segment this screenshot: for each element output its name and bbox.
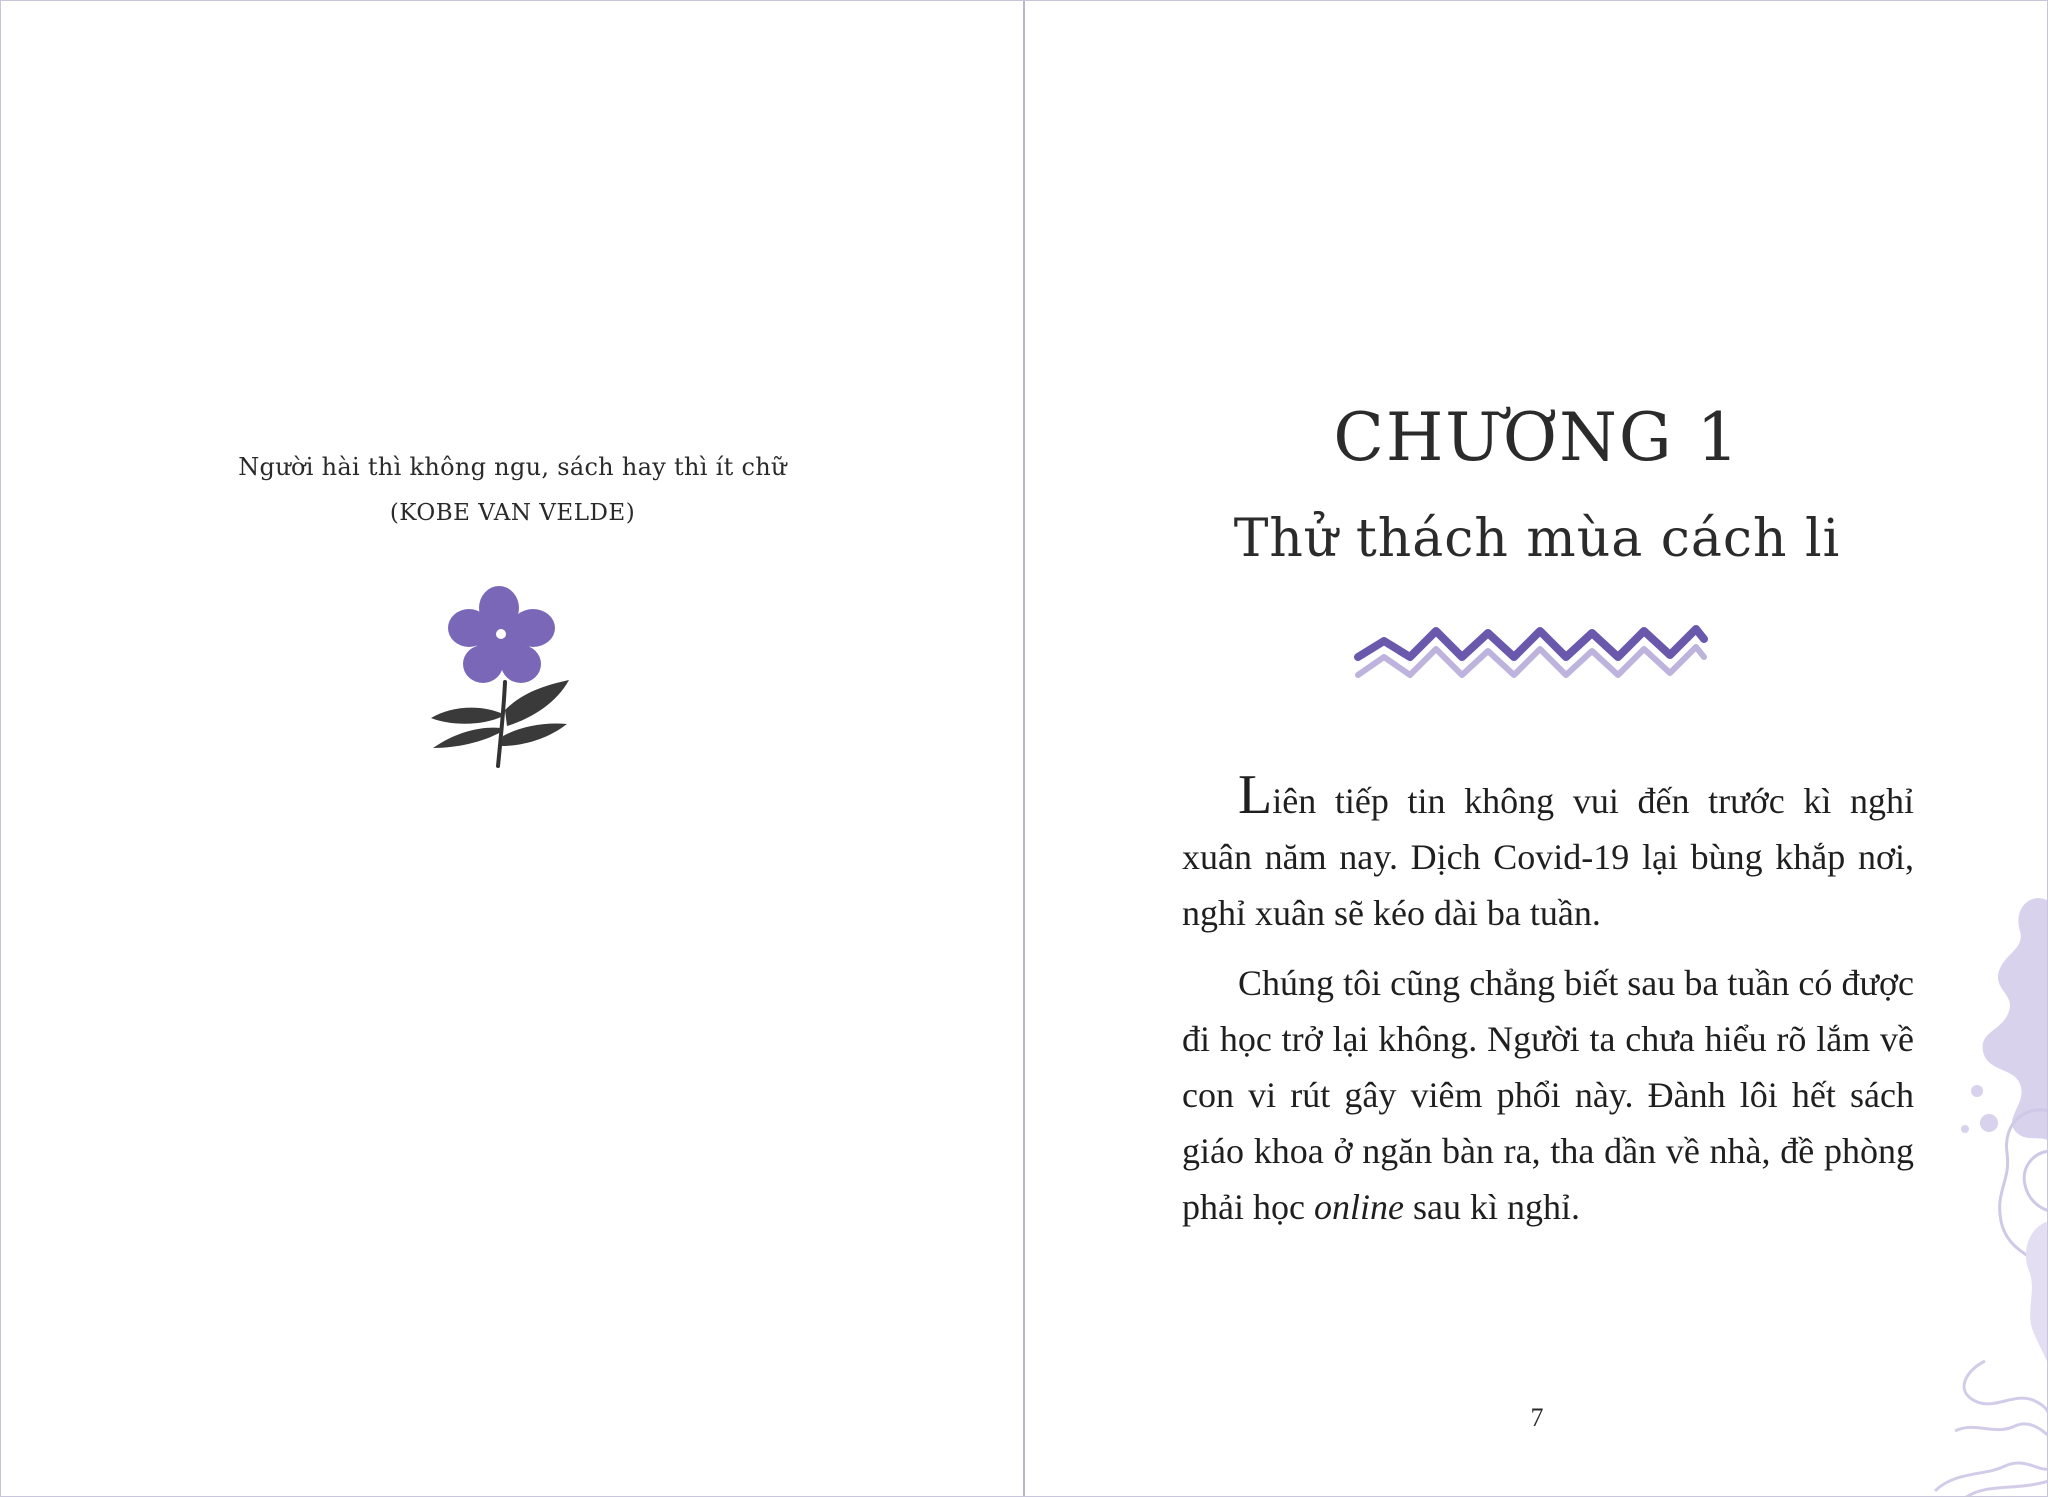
paragraph-2 bbox=[1182, 955, 1914, 1235]
chapter-title: Thử thách mùa cách li bbox=[1233, 509, 1841, 569]
chapter-label: CHƯƠNG 1 bbox=[1333, 399, 1741, 476]
drop-cap: L bbox=[1238, 764, 1273, 826]
paragraph-2-emphasis: online bbox=[1313, 1187, 1404, 1227]
purple-flower-illustration-icon bbox=[421, 586, 581, 771]
chapter-body-text bbox=[1182, 764, 1914, 1249]
paragraph-1 bbox=[1182, 764, 1914, 941]
epigraph-quote: Người hài thì không ngu, sách hay thì ít chữ bbox=[238, 453, 787, 481]
paragraph-1-text: iên tiếp tin không vui đến trước kì nghỉ xuân năm nay. Dịch Covid-19 lại bùng khắp nơi, nghỉ xuân sẽ kéo dài ba tuần. bbox=[1182, 781, 1914, 933]
paragraph-2-text-a: Chúng tôi cũng chẳng biết sau ba tuần có được đi học trở lại không. Người ta chưa hiểu rõ lắm về con vi rút gây viêm phổi này. Đành lôi hết sách giáo khoa ở ngăn bàn ra, tha dần về nhà, đề phòng phải học bbox=[1182, 963, 1914, 1227]
page-number: 7 bbox=[1530, 1403, 1544, 1432]
zigzag-divider-icon bbox=[1354, 623, 1708, 679]
left-page bbox=[1, 1, 1024, 1497]
epigraph-author: (KOBE VAN VELDE) bbox=[389, 500, 636, 526]
ink-splash-decoration-icon bbox=[1925, 891, 2048, 1497]
paragraph-2-text-b: sau kì nghỉ. bbox=[1403, 1187, 1580, 1227]
right-page bbox=[1025, 1, 2048, 1497]
